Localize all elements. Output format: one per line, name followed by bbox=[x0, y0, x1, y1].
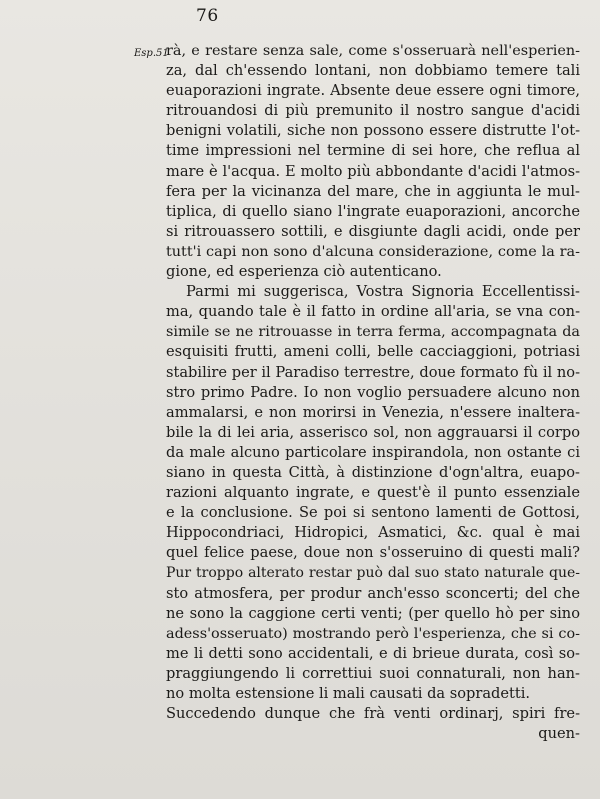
text-line: si ritrouassero sottili, e disgiunte dagli acidi, onde per bbox=[166, 222, 580, 240]
text-line: rà, e restare senza sale, come s'osseruarà nell'esperien- bbox=[166, 43, 580, 59]
text-line: Pur troppo alterato restar può dal suo stato naturale que- bbox=[166, 565, 580, 582]
text-line: Succedendo dunque che frà venti ordinarj, spiri fre- bbox=[166, 705, 580, 723]
text-line: bile la di lei aria, asserisco sol, non aggrauarsi il corpo bbox=[166, 423, 580, 441]
margin-note: Esp.51 bbox=[134, 48, 169, 59]
text-line: time impressioni nel termine di sei hore, che reflua al bbox=[166, 142, 580, 160]
text-line: me li detti sono accidentali, e di brieue durata, così so- bbox=[166, 644, 580, 662]
text-line: no molta estensione li mali causati da sopradetti. bbox=[166, 685, 531, 702]
text-line: Hippocondriaci, Hidropici, Asmatici, &c. qual è mai bbox=[166, 524, 580, 542]
text-line: gione, ed esperienza ciò autenticano. bbox=[166, 263, 442, 281]
text-line: adess'osseruato) mostrando però l'esperienza, che si co- bbox=[166, 625, 580, 642]
text-line: siano in questa Città, à distinzione d'ogn'altra, euapo- bbox=[166, 463, 580, 481]
page-number: 76 bbox=[196, 6, 219, 26]
text-line: e la conclusione. Se poi si sentono lamenti de Gottosi, bbox=[166, 504, 580, 522]
text-line: fera per la vicinanza del mare, che in aggiunta le mul- bbox=[166, 182, 580, 200]
text-line: mare è l'acqua. E molto più abbondante d'acidi l'atmos- bbox=[166, 162, 580, 180]
text-line: stabilire per il Paradiso terrestre, doue formato fù il no- bbox=[166, 363, 580, 381]
text-line: razioni alquanto ingrate, e quest'è il punto essenziale bbox=[166, 484, 580, 502]
text-line: za, dal ch'essendo lontani, non dobbiamo temere tali bbox=[166, 62, 580, 80]
text-line: sto atmosfera, per produr anch'esso sconcerti; del che bbox=[166, 584, 580, 602]
text-line: da male alcuno particolare inspirandola, non ostante ci bbox=[166, 443, 580, 461]
text-line: tiplica, di quello siano l'ingrate euaporazioni, ancorche bbox=[166, 202, 580, 220]
text-line: Parmi mi suggerisca, Vostra Signoria Eccellentissi- bbox=[186, 283, 580, 301]
text-line: stro primo Padre. Io non voglio persuadere alcuno non bbox=[166, 383, 580, 401]
text-line: ne sono la caggione certi venti; (per quello hò per sino bbox=[166, 604, 580, 622]
text-line: ma, quando tale è il fatto in ordine all'aria, se vna con- bbox=[166, 303, 580, 321]
text-line: ammalarsi, e non morirsi in Venezia, n'essere inaltera- bbox=[166, 403, 580, 421]
body-text bbox=[166, 41, 580, 744]
text-line: quel felice paese, doue non s'osseruino di questi mali? bbox=[166, 544, 580, 562]
text-line: tutt'i capi non sono d'alcuna considerazione, come la ra- bbox=[166, 243, 580, 260]
text-line: ritrouandosi di più premunito il nostro sangue d'acidi bbox=[166, 102, 580, 120]
text-line: euaporazioni ingrate. Absente deue essere ogni timore, bbox=[166, 82, 580, 100]
text-line: benigni volatili, siche non possono essere distrutte l'ot- bbox=[166, 122, 580, 140]
text-line: praggiungendo li correttiui suoi connaturali, non han- bbox=[166, 664, 580, 682]
text-line: quen- bbox=[538, 725, 580, 743]
text-line: simile se ne ritrouasse in terra ferma, accompagnata da bbox=[166, 324, 580, 341]
text-line: esquisiti frutti, ameni colli, belle cacciaggioni, potriasi bbox=[166, 343, 580, 361]
